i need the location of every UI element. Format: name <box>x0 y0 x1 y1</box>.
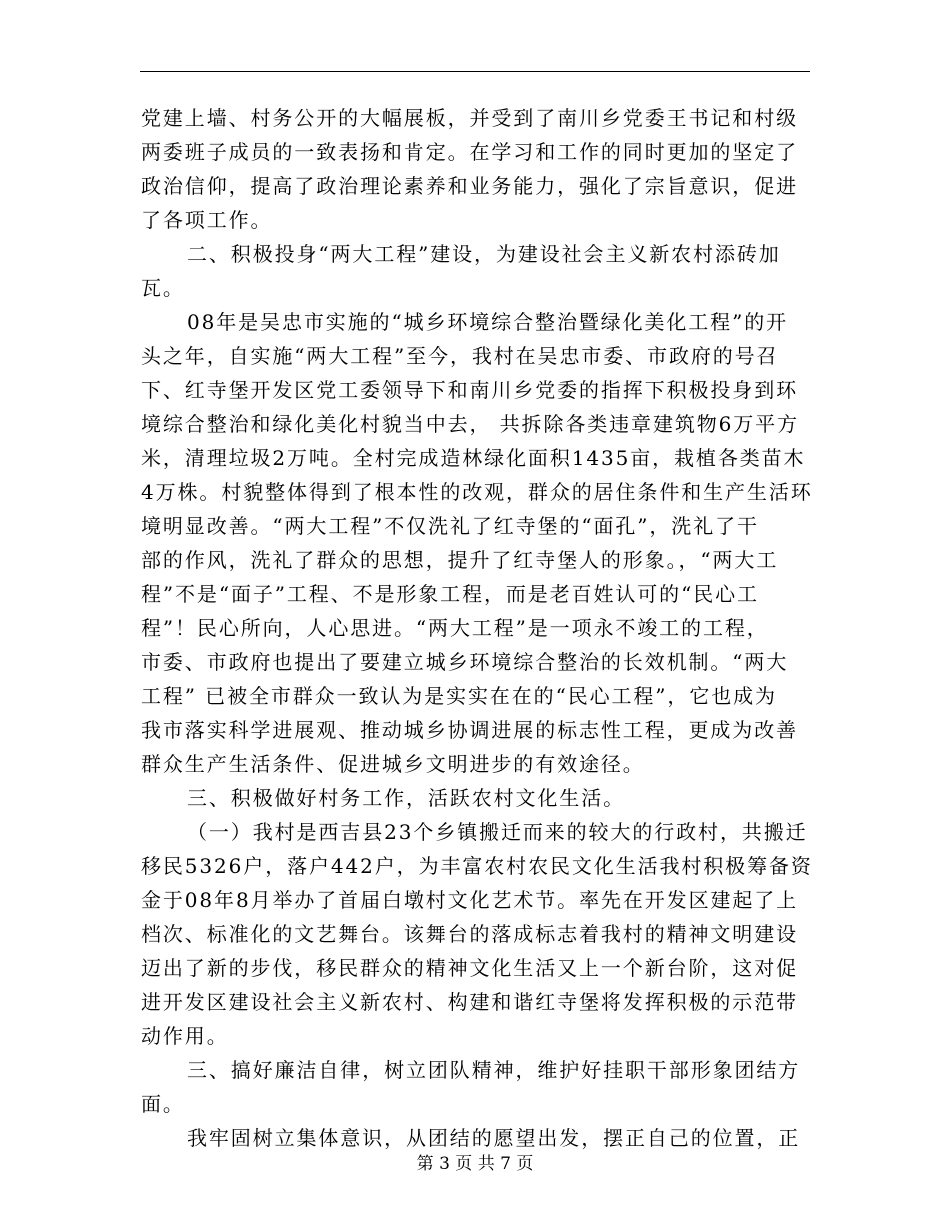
text-line: 部的作风，洗礼了群众的思想，提升了红寺堡人的形象。，“两大工 <box>141 548 779 572</box>
text-line: 程”！民心所向，人心思进。“两大工程”是一项永不竣工的工程， <box>141 616 769 640</box>
text-line: 面。 <box>141 1092 185 1116</box>
text-line: 下、红寺堡开发区党工委领导下和南川乡党委的指挥下积极投身到环 <box>141 378 798 402</box>
text-line: 程”不是“面子”工程、不是形象工程，而是老百姓认可的“民心工 <box>141 582 759 606</box>
text-line: 境明显改善。“两大工程”不仅洗礼了红寺堡的“面孔”，洗礼了干 <box>141 514 759 538</box>
text-line: 党建上墙、村务公开的大幅展板，并受到了南川乡党委王书记和村级 <box>141 106 798 130</box>
text-line: 4万株。村貌整体得到了根本性的改观，群众的居住条件和生产生活环 <box>141 480 813 504</box>
text-line: 金于08年8月举办了首届白墩村文化艺术节。率先在开发区建起了上 <box>141 888 799 912</box>
text-line: 境综合整治和绿化美化村貌当中去， 共拆除各类违章建筑物6万平方 <box>141 412 799 436</box>
text-line: 瓦。 <box>141 276 185 300</box>
text-line: 工程” 已被全市群众一致认为是实实在在的“民心工程”，它也成为 <box>141 684 777 708</box>
text-line: 进开发区建设社会主义新农村、构建和谐红寺堡将发挥积极的示范带 <box>141 990 798 1014</box>
text-line: 动作用。 <box>141 1024 229 1048</box>
section-heading: 三、搞好廉洁自律，树立团队精神，维护好挂职干部形象团结方 <box>187 1058 801 1082</box>
section-heading: 三、积极做好村务工作，活跃农村文化生活。 <box>187 786 625 810</box>
text-line: 两委班子成员的一致表扬和肯定。在学习和工作的同时更加的坚定了 <box>141 140 798 164</box>
text-line: 08年是吴忠市实施的“城乡环境综合整治暨绿化美化工程”的开 <box>187 310 788 334</box>
text-line: 群众生产生活条件、促进城乡文明进步的有效途径。 <box>141 752 645 776</box>
text-line: 迈出了新的步伐，移民群众的精神文化生活又上一个新台阶，这对促 <box>141 956 798 980</box>
text-line: 市委、市政府也提出了要建立城乡环境综合整治的长效机制。“两大 <box>141 650 789 674</box>
text-line: （一）我村是西吉县23个乡镇搬迁而来的较大的行政村，共搬迁 <box>187 820 808 844</box>
text-line: 我牢固树立集体意识，从团结的愿望出发，摆正自己的位置，正 <box>187 1126 801 1150</box>
text-line: 移民5326户，落户442户，为丰富农村农民文化生活我村积极筹备资 <box>141 854 813 878</box>
text-line: 我市落实科学进展观、推动城乡协调进展的标志性工程，更成为改善 <box>141 718 798 742</box>
text-line: 米，清理垃圾2万吨。全村完成造林绿化面积1435亩，栽植各类苗木 <box>141 446 806 470</box>
text-line: 了各项工作。 <box>141 208 273 232</box>
text-line: 档次、标准化的文艺舞台。该舞台的落成标志着我村的精神文明建设 <box>141 922 798 946</box>
text-line: 政治信仰，提高了政治理论素养和业务能力，强化了宗旨意识，促进 <box>141 174 798 198</box>
page-number-footer: 第 3 页 共 7 页 <box>416 1154 534 1174</box>
header-rule <box>140 71 810 72</box>
section-heading: 二、积极投身“两大工程”建设，为建设社会主义新农村添砖加 <box>187 242 781 266</box>
text-line: 头之年，自实施“两大工程”至今，我村在吴忠市委、市政府的号召 <box>141 344 779 368</box>
